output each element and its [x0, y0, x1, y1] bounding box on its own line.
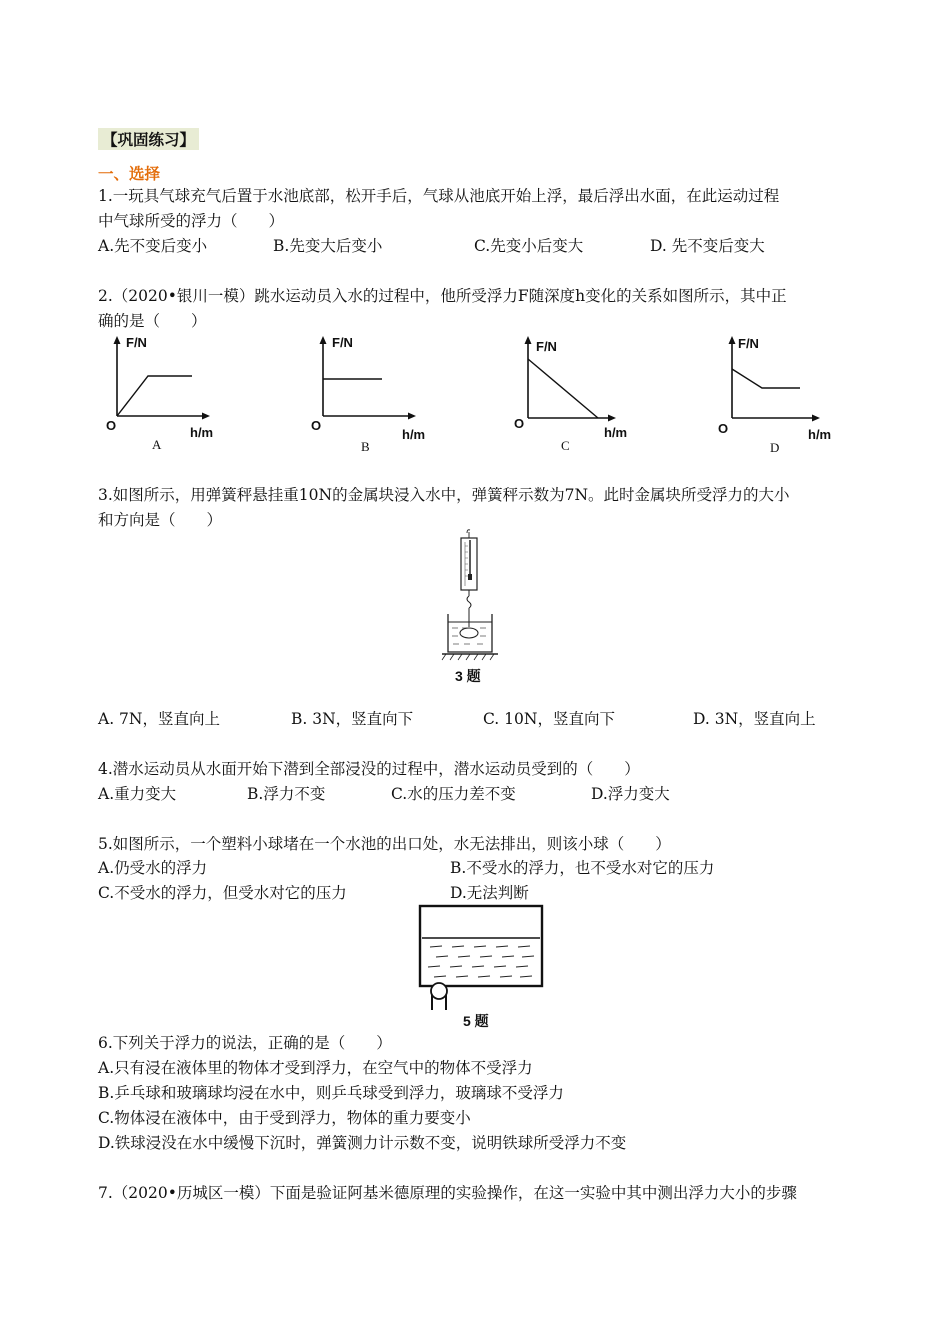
- q1-option-a: A.先不变后变小: [98, 237, 208, 255]
- q3-line1: 3.如图所示，用弹簧秤悬挂重10N的金属块浸入水中，弹簧秤示数为7N。此时金属块所受浮力的大小: [98, 486, 790, 504]
- q5-option-d: D.无法判断: [450, 884, 529, 902]
- section-tag: 【巩固练习】: [98, 128, 199, 150]
- graph-c-origin: O: [514, 416, 525, 431]
- q1-option-d: D. 先不变后变大: [650, 237, 765, 255]
- q3-option-d: D. 3N，竖直向上: [693, 710, 816, 728]
- graph-c-curve: [528, 359, 598, 418]
- q6-line1: 6.下列关于浮力的说法，正确的是（ ）: [98, 1034, 392, 1052]
- q1-line2: 中气球所受的浮力（ ）: [98, 212, 285, 230]
- graph-d-letter: D: [770, 440, 780, 455]
- graph-a-origin: O: [106, 418, 117, 433]
- q4-option-c: C.水的压力差不变: [391, 785, 516, 803]
- q6-option-a: A.只有浸在液体里的物体才受到浮力，在空气中的物体不受浮力: [98, 1059, 533, 1077]
- q6-option-c: C.物体浸在液体中，由于受到浮力，物体的重力要变小: [98, 1109, 471, 1127]
- q6-option-d: D.铁球浸没在水中缓慢下沉时，弹簧测力计示数不变，说明铁球所受浮力不变: [98, 1134, 627, 1152]
- spring-scale-figure: [440, 530, 510, 665]
- q5-option-a: A.仍受水的浮力: [98, 859, 208, 877]
- q3-option-a: A. 7N，竖直向上: [98, 710, 220, 728]
- q3-figure-caption: 3 题: [455, 668, 481, 684]
- q6-option-b: B.乒乓球和玻璃球均浸在水中，则乒乓球受到浮力，玻璃球不受浮力: [98, 1084, 564, 1102]
- q3-option-b: B. 3N，竖直向下: [291, 710, 414, 728]
- graph-d-x-label: h/m: [808, 427, 832, 442]
- q7-line1: 7.（2020•历城区一模）下面是验证阿基米德原理的实验操作，在这一实验中其中测出浮力大小的步骤: [98, 1184, 797, 1202]
- graph-d-origin: O: [718, 421, 729, 436]
- q1-option-c: C.先变小后变大: [474, 237, 584, 255]
- graph-d-curve: [732, 369, 800, 388]
- graph-c-x-label: h/m: [604, 425, 628, 440]
- q5-option-b: B.不受水的浮力，也不受水对它的压力: [450, 859, 715, 877]
- graph-a-y-label: F/N: [126, 335, 147, 350]
- q1-line1: 1.一玩具气球充气后置于水池底部，松开手后，气球从池底开始上浮，最后浮出水面，在此运动过程: [98, 187, 780, 205]
- q5-figure-caption: 5 题: [463, 1013, 489, 1029]
- q2-line2: 确的是（ ）: [98, 312, 207, 330]
- water-tank-figure: [410, 902, 550, 1012]
- q5-line1: 5.如图所示，一个塑料小球堵在一个水池的出口处，水无法排出，则该小球（ ）: [98, 835, 671, 853]
- q5-option-c: C.不受水的浮力，但受水对它的压力: [98, 884, 347, 902]
- q2-line1: 2.（2020•银川一模）跳水运动员入水的过程中，他所受浮力F随深度h变化的关系如图所示，其中正: [98, 287, 787, 305]
- q1-option-b: B.先变大后变小: [273, 237, 383, 255]
- sub-heading: 一、选择: [98, 164, 161, 183]
- q3-line2: 和方向是（ ）: [98, 511, 223, 529]
- q4-option-a: A.重力变大: [98, 785, 177, 803]
- q4-line1: 4.潜水运动员从水面开始下潜到全部浸没的过程中，潜水运动员受到的（ ）: [98, 760, 640, 778]
- graph-c-letter: C: [561, 438, 570, 453]
- graph-b-x-label: h/m: [402, 427, 426, 442]
- graph-b-letter: B: [361, 439, 370, 454]
- graph-a-letter: A: [152, 437, 162, 452]
- q4-option-b: B.浮力不变: [247, 785, 326, 803]
- graph-b-origin: O: [311, 418, 322, 433]
- q3-option-c: C. 10N，竖直向下: [483, 710, 615, 728]
- graph-a-x-label: h/m: [190, 425, 214, 440]
- q4-option-d: D.浮力变大: [591, 785, 670, 803]
- graph-b-y-label: F/N: [332, 335, 353, 350]
- graph-a-curve: [117, 376, 192, 416]
- graph-c-y-label: F/N: [536, 339, 557, 354]
- graph-d-y-label: F/N: [738, 336, 759, 351]
